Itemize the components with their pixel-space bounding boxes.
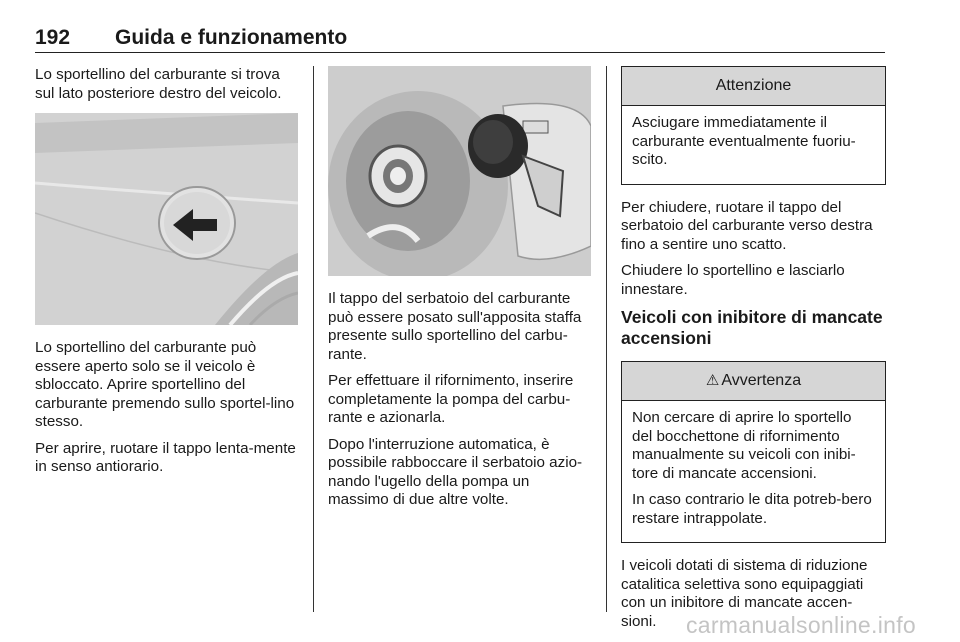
- col3-paragraph-1: Per chiudere, ruotare il tappo del serbatoio del carburante verso destra fino a sentire uno scatto.: [621, 198, 873, 253]
- page-title: Guida e funzionamento: [115, 26, 348, 49]
- fuel-door-closed-drawing: [35, 113, 298, 325]
- page-number: 192: [35, 26, 71, 49]
- warning-text-1: Non cercare di aprire lo sportello del bocchettone di rifornimento manualmente su veicoli con inibi-tore di mancate accensioni.: [632, 409, 856, 482]
- warning-triangle-icon: ⚠: [705, 372, 720, 389]
- column-divider-1: [313, 66, 314, 612]
- col2-paragraph-1: Il tappo del serbatoio del carburante può essere posato sull'apposita staffa presente sullo sportellino del carbu-rante.: [328, 290, 582, 363]
- fuel-cap-open-illustration: [328, 66, 591, 276]
- page-header: [35, 26, 885, 53]
- column-3: [621, 66, 886, 639]
- section-heading: Veicoli con inibitore di mancate accensioni: [621, 307, 883, 348]
- col1-paragraph-2: Per aprire, ruotare il tappo lenta-mente in senso antiorario.: [35, 439, 296, 475]
- warning-title: Avvertenza: [721, 372, 802, 389]
- column-divider-2: [606, 66, 607, 612]
- intro-paragraph: Lo sportellino del carburante si trova sul lato posteriore destro del veicolo.: [35, 66, 282, 102]
- attention-text: Asciugare immediatamente il carburante eventualmente fuoriu-scito.: [632, 114, 856, 168]
- fuel-cap-open-drawing: [328, 66, 591, 276]
- col1-paragraph-1: Lo sportellino del carburante può essere aperto solo se il veicolo è sbloccato. Aprire sportellino del carburante premendo sullo sportel-lino stesso.: [35, 339, 295, 430]
- warning-box: [621, 361, 886, 543]
- attention-title: Attenzione: [622, 67, 885, 106]
- warning-header: [622, 362, 885, 401]
- fuel-door-closed-illustration: [35, 113, 298, 325]
- column-1: [35, 66, 300, 485]
- column-2: [328, 66, 593, 518]
- col3-paragraph-3: I veicoli dotati di sistema di riduzione catalitica selettiva sono equipaggiati con un inibitore di mancate accen-sioni.: [621, 557, 868, 630]
- col2-paragraph-3: Dopo l'interruzione automatica, è possibile rabboccare il serbatoio azio-nando l'ugello della pompa un massimo di due altre volte.: [328, 435, 583, 508]
- watermark: carmanualsonline.info: [685, 612, 916, 638]
- warning-text-2: In caso contrario le dita potreb-bero restare intrappolate.: [632, 491, 872, 527]
- attention-box: [621, 66, 886, 185]
- col2-paragraph-2: Per effettuare il rifornimento, inserire completamente la pompa del carbu-rante e azionarla.: [328, 372, 574, 426]
- col3-paragraph-2: Chiudere lo sportellino e lasciarlo innestare.: [621, 262, 845, 298]
